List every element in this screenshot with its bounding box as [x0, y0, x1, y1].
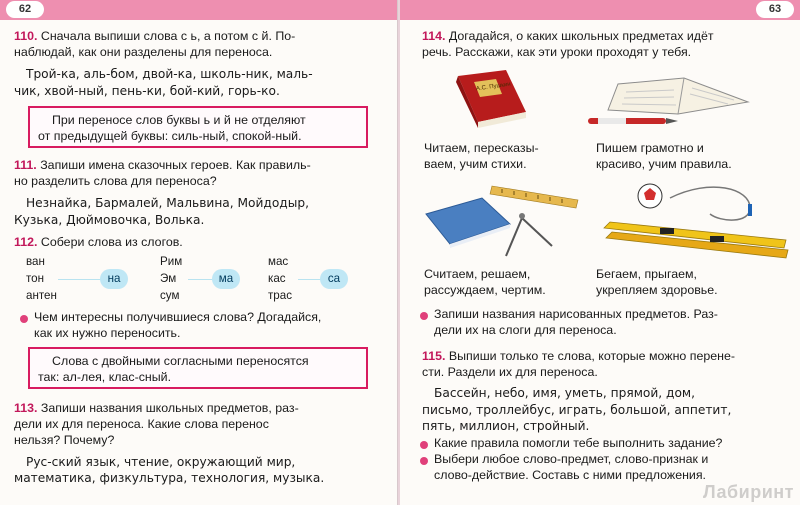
exercise-112-question [34, 309, 394, 341]
exercise-114 [422, 28, 794, 60]
word-line: Незнайка, Бармалей, Мальвина, Мойдодыр, [26, 196, 309, 211]
task-line: Выбери любое слово-предмет, слово-признак и [434, 452, 709, 466]
rule-line: так: ал-лея, клас-сный. [38, 370, 172, 384]
syllable: антен [26, 289, 57, 302]
exercise-112-heading [14, 234, 394, 250]
syllable: кас [268, 272, 286, 285]
caption-line: Пишем грамотно и [596, 141, 704, 155]
page-number-right: 63 [756, 1, 794, 18]
math-tools-icon [422, 180, 582, 260]
exercise-110 [14, 28, 394, 99]
rule-box-double-consonants [28, 347, 368, 389]
task-line: наблюдай, как они разделены для переноса. [14, 45, 273, 60]
bullet-marker [420, 312, 428, 320]
rule-box-soft-sign [28, 106, 368, 148]
task-line: дели их для переноса. Какие слова перенос [14, 417, 269, 432]
book-label: А.С. Пушкин [475, 81, 512, 93]
word-line: Рус-ский язык, чтение, окружающий мир, [26, 454, 296, 469]
exercise-number: 115. [422, 349, 446, 363]
syllable: ван [26, 255, 45, 268]
watermark-logo: Лабиринт [702, 482, 794, 502]
word-line: Кузька, Дюймовочка, Волька. [14, 212, 205, 227]
question-line: Чем интересны получившиеся слова? Догадайся, [34, 310, 322, 324]
syllable: Рим [160, 255, 183, 268]
task-line: Выпиши только те слова, которые можно перене- [448, 349, 735, 363]
page-number-left: 62 [6, 1, 44, 18]
word-line: чик, хвой-ный, пень-ки, бой-кий, горь-ко. [14, 83, 280, 98]
caption-reading [424, 140, 539, 172]
exercise-number: 114. [422, 29, 446, 43]
exercise-111 [14, 157, 394, 228]
bullet-marker [420, 441, 428, 449]
caption-line: Считаем, решаем, [424, 267, 531, 281]
task-line: слово-действие. Составь с ними предложения. [434, 468, 707, 483]
exercise-number: 113. [14, 401, 38, 415]
syllable-ending-bubble: ма [212, 269, 240, 289]
word-line: Бассейн, небо, имя, уметь, прямой, дом, [434, 386, 695, 401]
syllable: Эм [160, 272, 177, 285]
exercise-number: 112. [14, 235, 38, 249]
bullet-marker [20, 315, 28, 323]
caption-line: Читаем, пересказы- [424, 141, 539, 155]
red-book-icon [450, 66, 530, 130]
rule-line: При переносе слов буквы ь и й не отделяют [52, 113, 306, 127]
caption-line: укрепляем здоровье. [596, 283, 718, 297]
bullet-marker [420, 457, 428, 465]
left-page [0, 0, 398, 505]
syllable-ending-bubble: на [100, 269, 128, 289]
task-line: нельзя? Почему? [14, 433, 115, 448]
word-line: Трой-ка, аль-бом, двой-ка, школь-ник, маль- [26, 67, 313, 82]
exercise-115 [422, 348, 796, 434]
caption-pe [596, 266, 718, 298]
task-line: Запиши имена сказочных героев. Как правиль- [40, 158, 311, 172]
task-line: сти. Раздели их для переноса. [422, 365, 598, 380]
exercise-number: 111. [14, 158, 37, 172]
notebook-and-pen-icon [588, 70, 768, 130]
syllable: сум [160, 289, 180, 302]
syllable: мас [268, 255, 289, 268]
task-line: Собери слова из слогов. [40, 235, 183, 249]
question-line: Какие правила помогли тебе выполнить задание? [434, 436, 723, 450]
task-line: речь. Расскажи, как эти уроки проходят у тебя. [422, 45, 692, 60]
syllable: тон [26, 272, 45, 285]
caption-math [424, 266, 546, 298]
caption-line: красиво, учим правила. [596, 157, 732, 171]
rule-line: Слова с двойными согласными переносятся [52, 354, 309, 368]
top-band [400, 0, 800, 20]
caption-line: Бегаем, прыгаем, [596, 267, 697, 281]
question-line: как их нужно переносить. [34, 326, 181, 341]
caption-line: ваем, учим стихи. [424, 157, 527, 171]
word-line: письмо, троллейбус, играть, большой, аппетит, [422, 402, 732, 417]
sport-equipment-icon [600, 178, 790, 262]
exercise-115-task [434, 451, 796, 483]
task-line: Сначала выпиши слова с ь, а потом с й. По- [40, 29, 296, 43]
caption-line: рассуждаем, чертим. [424, 283, 546, 297]
task-line: Запиши названия школьных предметов, раз- [40, 401, 299, 415]
syllable: трас [268, 289, 293, 302]
rule-line: от предыдущей буквы: силь-ный, спокой-ный. [38, 129, 302, 143]
syllable-ending-bubble: са [320, 269, 348, 289]
task-line: но разделить слова для переноса? [14, 174, 217, 189]
word-line: пять, миллион, стройный. [422, 418, 590, 433]
exercise-113 [14, 400, 394, 486]
caption-russian [596, 140, 732, 172]
right-page [400, 0, 800, 505]
word-line: математика, физкультура, технология, музыка. [14, 470, 325, 485]
exercise-115-question [434, 435, 796, 451]
task-line: Догадайся, о каких школьных предметах идёт [448, 29, 714, 43]
exercise-number: 110. [14, 29, 38, 43]
exercise-114-bullet [434, 306, 796, 338]
top-band [0, 0, 397, 20]
bullet-line: Запиши названия нарисованных предметов. Раз- [434, 307, 718, 321]
bullet-line: дели их на слоги для переноса. [434, 323, 617, 338]
